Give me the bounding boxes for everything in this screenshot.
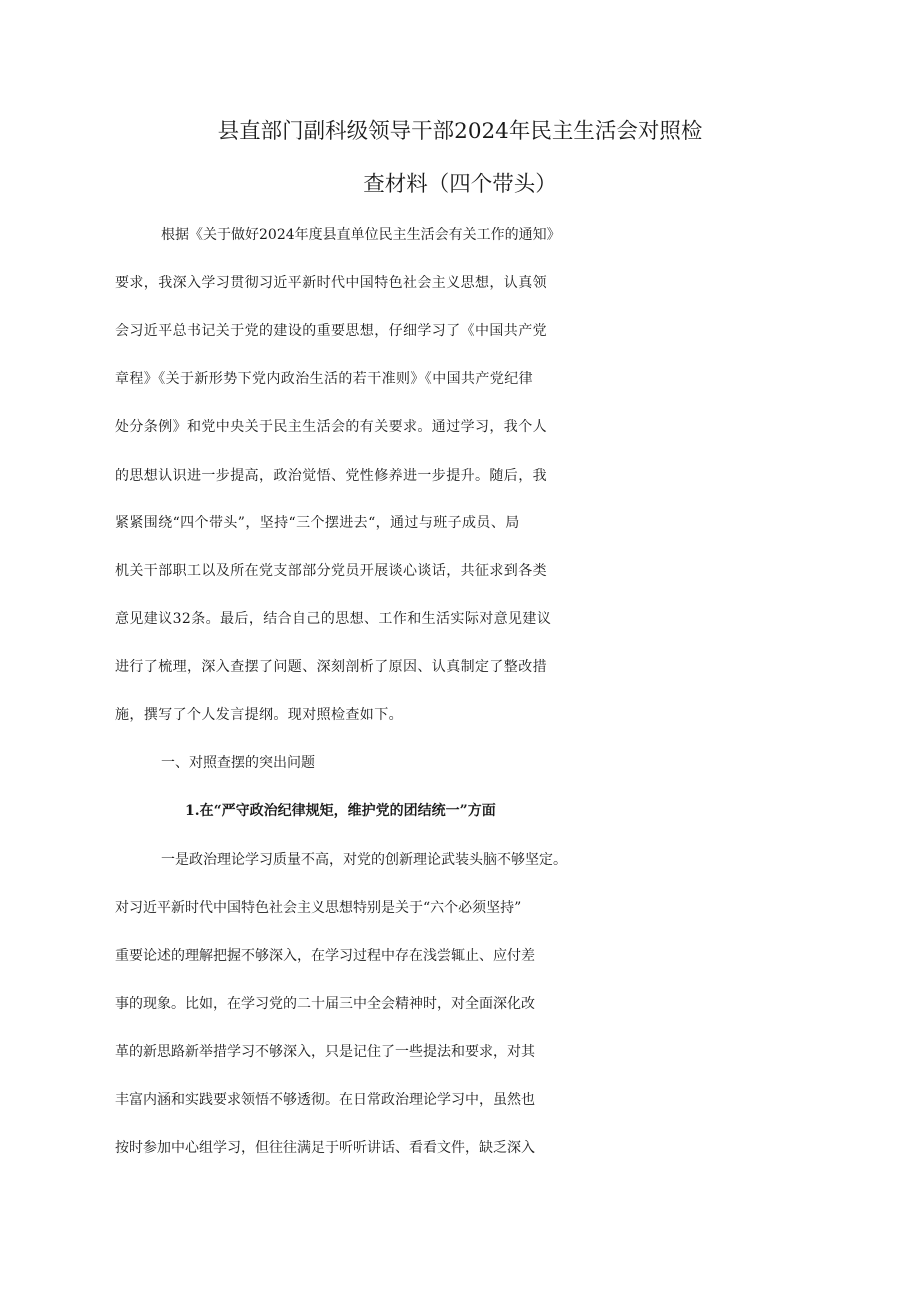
intro-line: 章程》《关于新形势下党内政治生活的若干准则》《中国共产党纪律 <box>115 371 533 387</box>
body-line: 重要论述的理解把握不够深入，在学习过程中存在浅尝辄止、应付差 <box>115 948 535 964</box>
intro-line: 机关干部职工以及所在党支部部分党员开展谈心谈话，共征求到各类 <box>115 563 547 579</box>
intro-line: 紧紧围绕“四个带头”，坚持“三个摆进去“，通过与班子成员、局 <box>115 515 520 531</box>
intro-line: 要求，我深入学习贯彻习近平新时代中国特色社会主义思想，认真领 <box>115 275 547 291</box>
body-line: 丰富内涵和实践要求领悟不够透彻。在日常政治理论学习中，虽然也 <box>115 1092 535 1108</box>
body-line: 事的现象。比如，在学习党的二十届三中全会精神时，对全面深化改 <box>115 996 535 1012</box>
document-title-line-1 <box>0 117 920 147</box>
intro-line: 会习近平总书记关于党的建设的重要思想，仔细学习了《中国共产党 <box>115 323 547 339</box>
body-line: 革的新思路新举措学习不够深入，只是记住了一些提法和要求，对其 <box>115 1044 535 1060</box>
intro-line: 处分条例》和党中央关于民主生活会的有关要求。通过学习，我个人 <box>115 419 547 435</box>
body-line: 对习近平新时代中国特色社会主义思想特别是关于“六个必须坚持” <box>115 900 522 916</box>
body-line: 一是政治理论学习质量不高，对党的创新理论武装头脑不够坚定。 <box>161 852 567 868</box>
body-line: 按时参加中心组学习，但往往满足于听听讲话、看看文件，缺乏深入 <box>115 1140 535 1156</box>
title-text-1: 县直部门副科级领导干部2024年民主生活会对照检 <box>217 119 703 144</box>
document-title-line-2 <box>0 170 920 200</box>
title-text-2: 查材料（四个带头） <box>363 172 557 197</box>
intro-line: 的思想认识进一步提高，政治觉悟、党性修养进一步提升。随后，我 <box>115 468 547 484</box>
intro-line: 进行了梳理，深入查摆了问题、深刻剖析了原因、认真制定了整改措 <box>115 659 547 675</box>
subsection-heading: 1.在“严守政治纪律规矩，维护党的团结统一”方面 <box>185 803 496 819</box>
intro-line: 意见建议32条。最后，结合自己的思想、工作和生活实际对意见建议 <box>115 611 552 627</box>
section-heading: 一、对照查摆的突出问题 <box>161 755 315 771</box>
intro-line: 根据《关于做好2024年度县直单位民主生活会有关工作的通知》 <box>161 227 561 243</box>
intro-line: 施，撰写了个人发言提纲。现对照检查如下。 <box>115 707 403 723</box>
